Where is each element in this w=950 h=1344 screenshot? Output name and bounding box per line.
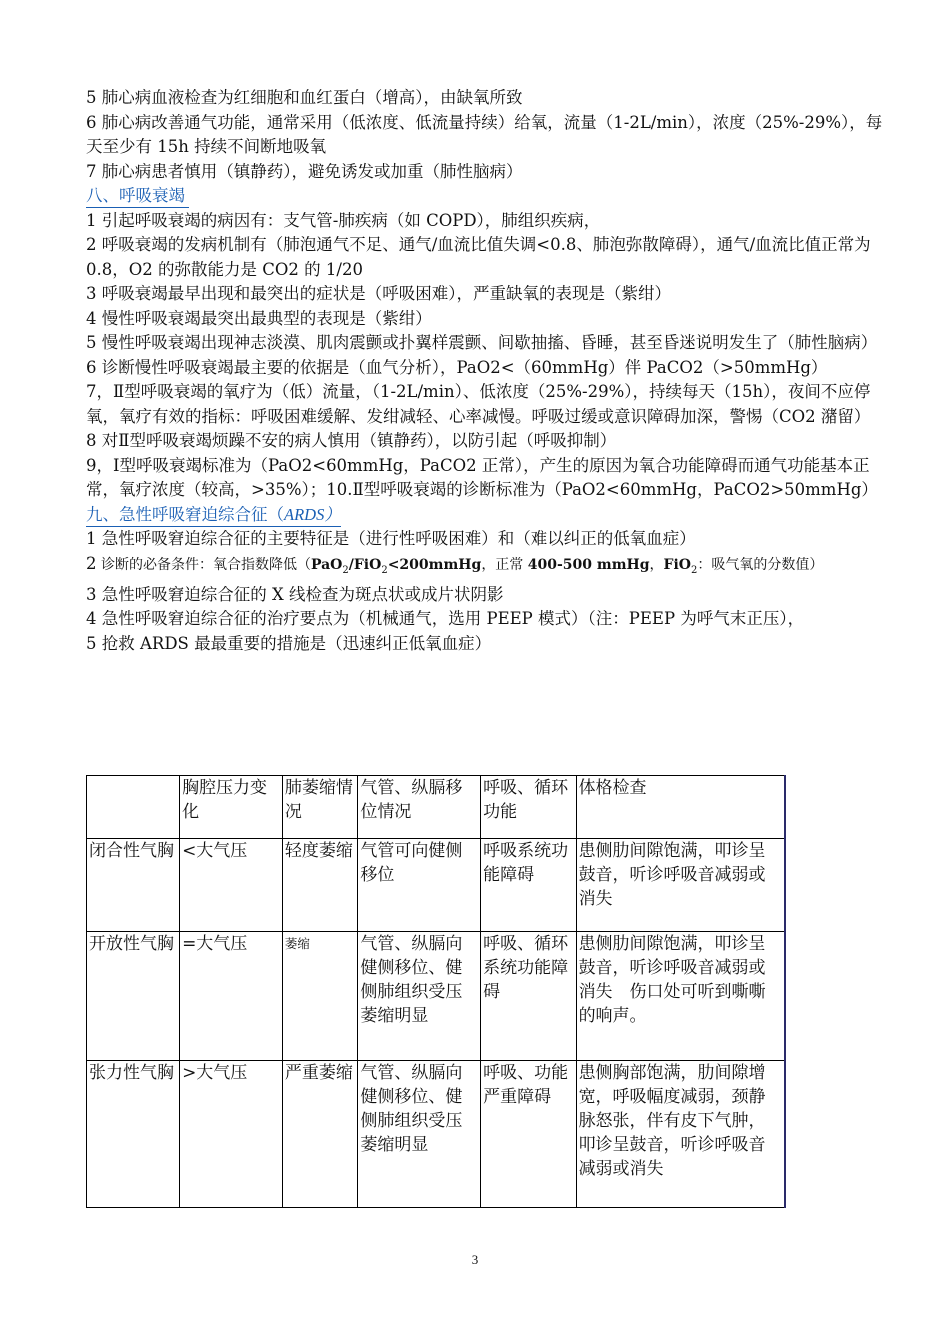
criteria-bold: <200mmHg: [387, 556, 482, 573]
table-header-cell: 气管、纵膈移位情况: [358, 776, 481, 839]
table-cell: 严重萎缩: [282, 1061, 358, 1208]
table-header-cell: 呼吸、循环功能: [481, 776, 576, 839]
table-cell: 闭合性气胸: [87, 839, 180, 932]
criteria-sub: 2: [381, 564, 388, 576]
section-9-title: [86, 504, 341, 527]
table-cell: 开放性气胸: [87, 932, 180, 1061]
table-row: [87, 1061, 786, 1208]
table-cell: =大气压: [180, 932, 283, 1061]
list-item: 2 呼吸衰竭的发病机制有（肺泡通气不足、通气/血流比值失调<0.8、肺泡弥散障碍），通气/血流比值正常为 0.8，O2 的弥散能力是 CO2 的 1/20: [86, 235, 871, 279]
section-9-title-abbr: ARDS）: [284, 504, 341, 524]
diagnosis-criteria: [96, 556, 824, 576]
criteria-bold: /FiO: [348, 556, 382, 573]
table-row: [87, 839, 786, 932]
list-item: 3 呼吸衰竭最早出现和最突出的症状是（呼吸困难），严重缺氧的表现是（紫绀）: [86, 284, 671, 303]
criteria-text: ，: [649, 556, 664, 573]
section-heading: [86, 184, 886, 209]
table-cell: 呼吸系统功能障碍: [481, 839, 576, 932]
list-item: 3 急性呼吸窘迫综合征的 X 线检查为斑点状或成片状阴影: [86, 584, 504, 604]
criteria-text: ，正常: [481, 556, 528, 573]
table-cell: 患侧胸部饱满，肋间隙增宽，呼吸幅度减弱，颈静脉怒张，伴有皮下气肿，叩诊呈鼓音，听诊呼吸音减弱或消失: [576, 1061, 785, 1208]
criteria-text: ：吸气氧的分数值）: [697, 556, 824, 573]
table-cell: 患侧肋间隙饱满，叩诊呈鼓音，听诊呼吸音减弱或消失 伤口处可听到嘶嘶的响声。: [576, 932, 785, 1061]
criteria-bold: 400-500 mmHg: [527, 556, 650, 573]
list-item: 9，Ⅰ型呼吸衰竭标准为（PaO2<60mmHg，PaCO2 正常），产生的原因为氧合功能障碍而通气功能基本正常，氧疗浓度（较高，>35%）；10.Ⅱ型呼吸衰竭的诊断标准为（PaO2<60mmHg，PaCO2>50mmHg）: [86, 455, 878, 499]
criteria-text: 诊断的必备条件：氧合指数降低（: [96, 556, 311, 573]
list-item: 4 急性呼吸窘迫综合征的治疗要点为（机械通气，选用 PEEP 模式）（注：PEEP 为呼气末正压），: [86, 609, 805, 629]
table-cell: 萎缩: [282, 932, 358, 1061]
table-header-cell: 体格检查: [576, 776, 785, 839]
table-cell: <大气压: [180, 839, 283, 932]
list-item: 6 诊断慢性呼吸衰竭最主要的依据是（血气分析），PaO2<（60mmHg）伴 PaCO2（>50mmHg）: [86, 357, 828, 377]
body-text: [86, 86, 886, 656]
section-9-title-text: 九、急性呼吸窘迫综合征（: [86, 504, 284, 524]
table-cell: 气管、纵膈向健侧移位、健侧肺组织受压萎缩明显: [358, 1061, 481, 1208]
section-8-title: 八、呼吸衰竭: [86, 185, 189, 208]
list-item: 5 慢性呼吸衰竭出现神志淡漠、肌肉震颤或扑翼样震颤、间歇抽搐、昏睡，甚至昏迷说明发生了（肺性脑病）: [86, 333, 878, 352]
list-item: 1 引起呼吸衰竭的病因有：支气管-肺疾病（如 COPD），肺组织疾病，: [86, 210, 601, 230]
table-cell: >大气压: [180, 1061, 283, 1208]
table-header-cell: 胸腔压力变化: [180, 776, 283, 839]
table-header-row: [87, 776, 786, 839]
table-header-cell: [87, 776, 180, 839]
list-item: 7，Ⅱ型呼吸衰竭的氧疗为（低）流量，（1-2L/min）、低浓度（25%-29%），持续每天（15h），夜间不应停氧，氧疗有效的指标：呼吸困难缓解、发绀减轻、心率减慢。呼吸过缓或意识障碍加深，警惕（CO2 潴留）: [86, 382, 871, 426]
table-cell: 气管、纵膈向健侧移位、健侧肺组织受压萎缩明显: [358, 932, 481, 1061]
criteria-bold: FiO: [663, 556, 691, 573]
list-item: 4 慢性呼吸衰竭最突出最典型的表现是（紫绀）: [86, 308, 432, 328]
table-cell: 轻度萎缩: [282, 839, 358, 932]
section-heading: [86, 503, 886, 528]
text-line: 5 肺心病血液检查为红细胞和血红蛋白（增高），由缺氧所致: [86, 88, 523, 107]
table-cell: 张力性气胸: [87, 1061, 180, 1208]
criteria-sub: 2: [691, 564, 698, 576]
table-cell: 呼吸、循环系统功能障碍: [481, 932, 576, 1061]
list-item-diagnosis: [86, 552, 886, 583]
pneumothorax-table: [86, 775, 786, 1208]
list-item: 1 急性呼吸窘迫综合征的主要特征是（进行性呼吸困难）和（难以纠正的低氧血症）: [86, 529, 696, 548]
criteria-sub: 2: [342, 564, 349, 576]
page-number: 3: [471, 1252, 479, 1267]
item-number: 2: [86, 553, 97, 573]
text-line: 6 肺心病改善通气功能，通常采用（低浓度、低流量持续）给氧，流量（1-2L/min），浓度（25%-29%），每天至少有 15h 持续不间断地吸氧: [86, 112, 883, 156]
table-row: [87, 932, 786, 1061]
table-cell: 患侧肋间隙饱满，叩诊呈鼓音，听诊呼吸音减弱或消失: [576, 839, 785, 932]
table-cell: 气管可向健侧移位: [358, 839, 481, 932]
list-item: 8 对Ⅱ型呼吸衰竭烦躁不安的病人慎用（镇静药），以防引起（呼吸抑制）: [86, 431, 617, 450]
text-line: 7 肺心病患者慎用（镇静药），避免诱发或加重（肺性脑病）: [86, 161, 523, 181]
criteria-bold: PaO: [310, 556, 343, 573]
table-header-cell: 肺萎缩情况: [282, 776, 358, 839]
table-cell: 呼吸、功能严重障碍: [481, 1061, 576, 1208]
list-item: 5 抢救 ARDS 最最重要的措施是（迅速纠正低氧血症）: [86, 633, 492, 653]
